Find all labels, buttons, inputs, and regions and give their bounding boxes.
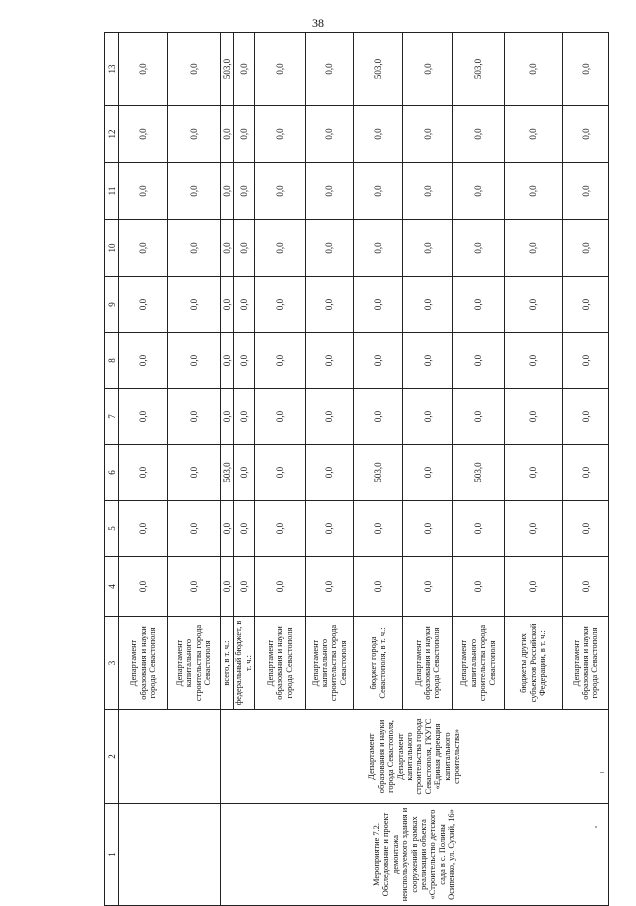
- value-cell: 0,0: [452, 389, 504, 445]
- value-cell: 0,0: [504, 220, 563, 277]
- value-cell: 0,0: [452, 277, 504, 333]
- value-cell: 503,0: [452, 33, 504, 106]
- header-cell: 11: [105, 163, 119, 220]
- value-cell: 0,0: [234, 33, 254, 106]
- value-cell: 0,0: [452, 557, 504, 617]
- value-cell: 0,0: [353, 501, 403, 557]
- value-cell: 0,0: [119, 445, 168, 501]
- value-cell: 0,0: [403, 106, 453, 163]
- scan-mark: [600, 772, 604, 773]
- value-cell: 0,0: [563, 333, 609, 389]
- value-cell: 0,0: [563, 501, 609, 557]
- value-cell: 0,0: [353, 333, 403, 389]
- value-cell: 0,0: [563, 445, 609, 501]
- value-cell: 0,0: [403, 220, 453, 277]
- value-cell: 0,0: [119, 220, 168, 277]
- value-cell: 0,0: [168, 220, 221, 277]
- funding-source-cell: всего, в т. ч.:: [220, 617, 233, 710]
- funding-source-cell: Департамент капитального строительства города Севастополя: [306, 617, 354, 710]
- value-cell: 0,0: [234, 557, 254, 617]
- value-cell: 0,0: [306, 163, 354, 220]
- header-cell: 6: [105, 445, 119, 501]
- value-cell: 0,0: [452, 501, 504, 557]
- value-cell: 0,0: [234, 220, 254, 277]
- value-cell: 0,0: [306, 33, 354, 106]
- value-cell: 0,0: [563, 277, 609, 333]
- value-cell: 0,0: [306, 106, 354, 163]
- value-cell: 0,0: [403, 333, 453, 389]
- funding-source-cell: федеральный бюджет, в т. ч.:: [234, 617, 254, 710]
- value-cell: 0,0: [168, 501, 221, 557]
- empty-cell: [119, 804, 220, 906]
- value-cell: 0,0: [234, 277, 254, 333]
- value-cell: 0,0: [306, 557, 354, 617]
- value-cell: 0,0: [306, 220, 354, 277]
- value-cell: 0,0: [119, 33, 168, 106]
- header-cell: 4: [105, 557, 119, 617]
- value-cell: 0,0: [504, 501, 563, 557]
- value-cell: 0,0: [220, 501, 233, 557]
- value-cell: 0,0: [306, 445, 354, 501]
- value-cell: 0,0: [220, 557, 233, 617]
- value-cell: 0,0: [220, 220, 233, 277]
- value-cell: 0,0: [403, 277, 453, 333]
- value-cell: 0,0: [234, 501, 254, 557]
- value-cell: 0,0: [353, 557, 403, 617]
- value-cell: 0,0: [403, 389, 453, 445]
- table-row: [119, 33, 168, 906]
- value-cell: 0,0: [254, 557, 306, 617]
- value-cell: 0,0: [168, 557, 221, 617]
- funding-source-cell: Департамент образования и науки города Севастополя: [254, 617, 306, 710]
- value-cell: 0,0: [168, 33, 221, 106]
- funding-source-cell: бюджет города Севастополя, в т. ч.:: [353, 617, 403, 710]
- funding-source-cell: Департамент образования и науки города Севастополя: [563, 617, 609, 710]
- value-cell: 0,0: [168, 333, 221, 389]
- value-cell: 0,0: [403, 445, 453, 501]
- value-cell: 0,0: [306, 501, 354, 557]
- value-cell: 0,0: [504, 277, 563, 333]
- header-cell: 5: [105, 501, 119, 557]
- value-cell: 0,0: [119, 106, 168, 163]
- header-cell: 9: [105, 277, 119, 333]
- measure-name-cell: Мероприятие 7.2. Обследование и проект демонтажа неиспользуемого здания и сооружений в рамках реализации объекта «Строительство детского сада в с. Полины Осипенко, ул. Сухий, 16»: [220, 804, 608, 906]
- value-cell: 0,0: [254, 220, 306, 277]
- funding-source-cell: Департамент образования и науки города Севастополя: [403, 617, 453, 710]
- value-cell: 0,0: [504, 106, 563, 163]
- value-cell: 0,0: [563, 557, 609, 617]
- value-cell: 0,0: [353, 220, 403, 277]
- value-cell: 0,0: [234, 389, 254, 445]
- value-cell: 0,0: [452, 106, 504, 163]
- value-cell: 0,0: [504, 333, 563, 389]
- value-cell: 0,0: [119, 277, 168, 333]
- value-cell: 0,0: [220, 333, 233, 389]
- value-cell: 0,0: [254, 501, 306, 557]
- executors-cell: Департамент образования и науки города Севастополя, Департамент капитального строительства города Севастополя, ГКУГС «Единая дирекция капитального строительства»: [220, 710, 608, 804]
- value-cell: 0,0: [563, 220, 609, 277]
- funding-source-cell: Департамент капитального строительства города Севастополя: [168, 617, 221, 710]
- value-cell: 503,0: [452, 445, 504, 501]
- value-cell: 0,0: [254, 389, 306, 445]
- header-cell: 13: [105, 33, 119, 106]
- value-cell: 0,0: [119, 389, 168, 445]
- value-cell: 0,0: [168, 389, 221, 445]
- value-cell: 0,0: [119, 163, 168, 220]
- value-cell: 0,0: [353, 106, 403, 163]
- value-cell: 0,0: [452, 333, 504, 389]
- value-cell: 0,0: [254, 333, 306, 389]
- value-cell: 0,0: [254, 33, 306, 106]
- value-cell: 0,0: [119, 333, 168, 389]
- value-cell: 0,0: [254, 277, 306, 333]
- value-cell: 0,0: [119, 557, 168, 617]
- empty-cell: [119, 710, 220, 804]
- header-row: [105, 33, 119, 906]
- value-cell: 0,0: [254, 106, 306, 163]
- funding-source-cell: Департамент капитального строительства города Севастополя: [452, 617, 504, 710]
- header-cell: 12: [105, 106, 119, 163]
- value-cell: 503,0: [220, 33, 233, 106]
- value-cell: 0,0: [234, 445, 254, 501]
- header-cell: 1: [105, 804, 119, 906]
- value-cell: 0,0: [220, 389, 233, 445]
- value-cell: 0,0: [452, 163, 504, 220]
- value-cell: 503,0: [353, 445, 403, 501]
- value-cell: 0,0: [306, 277, 354, 333]
- value-cell: 0,0: [504, 33, 563, 106]
- scan-dot: [595, 826, 597, 828]
- header-cell: 3: [105, 617, 119, 710]
- value-cell: 0,0: [353, 389, 403, 445]
- value-cell: 0,0: [234, 163, 254, 220]
- value-cell: 503,0: [353, 33, 403, 106]
- header-cell: 8: [105, 333, 119, 389]
- value-cell: 0,0: [168, 106, 221, 163]
- value-cell: 0,0: [220, 106, 233, 163]
- value-cell: 0,0: [119, 501, 168, 557]
- value-cell: 0,0: [452, 220, 504, 277]
- budget-table: [104, 32, 609, 906]
- funding-source-cell: Департамент образования и науки города Севастополя: [119, 617, 168, 710]
- value-cell: 0,0: [353, 277, 403, 333]
- value-cell: 0,0: [563, 163, 609, 220]
- value-cell: 0,0: [563, 33, 609, 106]
- value-cell: 503,0: [220, 445, 233, 501]
- value-cell: 0,0: [234, 106, 254, 163]
- value-cell: 0,0: [234, 333, 254, 389]
- table-row: [220, 33, 233, 906]
- value-cell: 0,0: [563, 106, 609, 163]
- value-cell: 0,0: [403, 163, 453, 220]
- value-cell: 0,0: [504, 389, 563, 445]
- value-cell: 0,0: [254, 445, 306, 501]
- value-cell: 0,0: [504, 163, 563, 220]
- value-cell: 0,0: [306, 333, 354, 389]
- value-cell: 0,0: [168, 445, 221, 501]
- value-cell: 0,0: [403, 501, 453, 557]
- value-cell: 0,0: [306, 389, 354, 445]
- value-cell: 0,0: [563, 389, 609, 445]
- header-cell: 2: [105, 710, 119, 804]
- value-cell: 0,0: [403, 33, 453, 106]
- header-cell: 7: [105, 389, 119, 445]
- value-cell: 0,0: [168, 163, 221, 220]
- rotated-table-container: [104, 33, 609, 906]
- value-cell: 0,0: [403, 557, 453, 617]
- value-cell: 0,0: [353, 163, 403, 220]
- page-number: 38: [312, 16, 324, 30]
- value-cell: 0,0: [254, 163, 306, 220]
- funding-source-cell: бюджеты других субъектов Российской Федерации, в т. ч.:: [504, 617, 563, 710]
- value-cell: 0,0: [220, 277, 233, 333]
- value-cell: 0,0: [168, 277, 221, 333]
- value-cell: 0,0: [220, 163, 233, 220]
- value-cell: 0,0: [504, 445, 563, 501]
- value-cell: 0,0: [504, 557, 563, 617]
- header-cell: 10: [105, 220, 119, 277]
